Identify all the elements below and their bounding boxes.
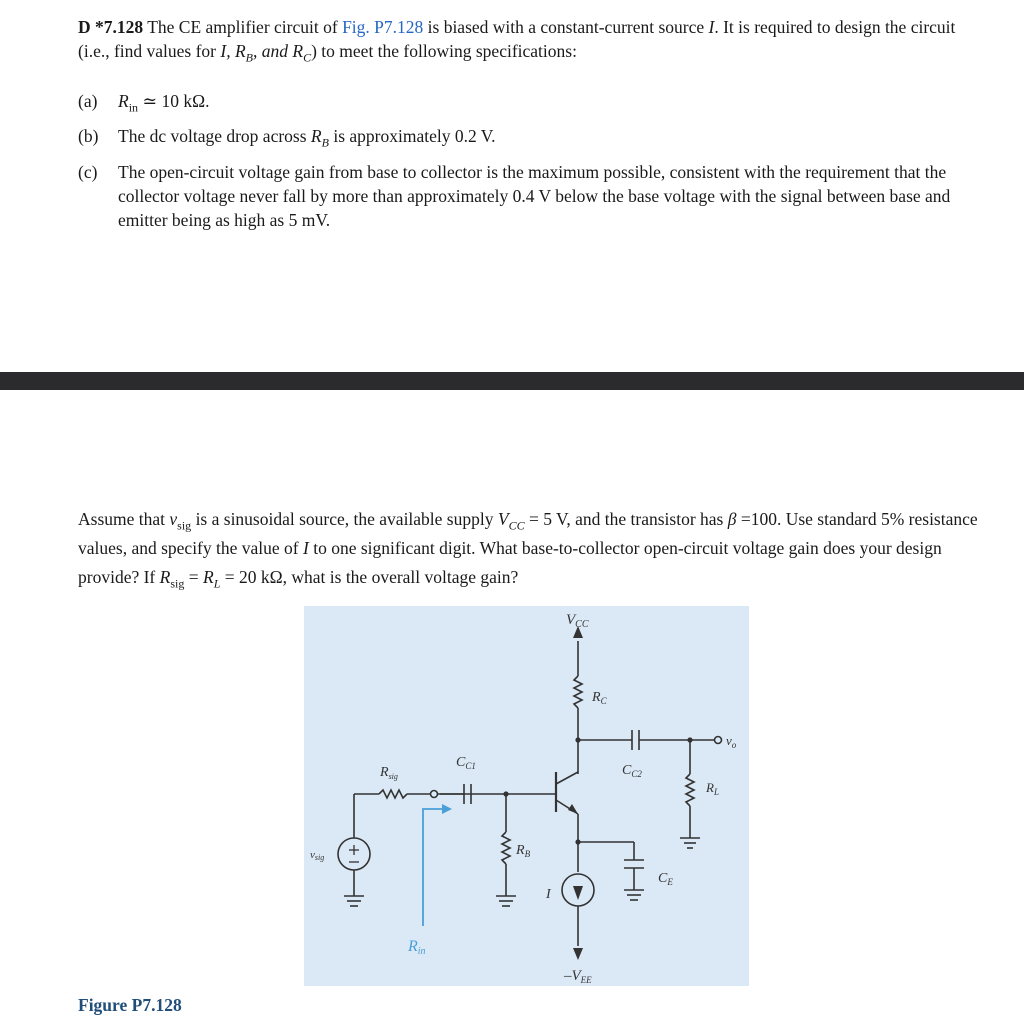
cc2-label: C xyxy=(622,763,632,778)
vsig-label: v xyxy=(310,849,315,861)
rc-resistor xyxy=(574,676,582,708)
svg-text:–VEE xyxy=(563,968,592,985)
circuit-figure xyxy=(304,606,749,986)
vcc-label: V xyxy=(566,612,576,628)
problem-number: D *7.128 xyxy=(78,17,144,37)
assumptions-paragraph: Assume that $v_{sig}$ is a sinusoidal source, the available supply $V_{CC} = 5$ V, and the transistor has β =100. Use standard 5% resistance values, and specify the value of I to one significant digit. What base-to-collector open-circuit voltage gain does your design provide? If $R_{sig} = R_L = 20$ kΩ, what is the overall voltage gain? xyxy=(78,509,978,591)
ce-label: C xyxy=(658,871,668,886)
vee-label-sub: EE xyxy=(580,975,592,985)
rin-label: R xyxy=(408,938,418,955)
rl-label-sub: L xyxy=(713,787,719,797)
cc1-label-sub: C1 xyxy=(465,761,476,771)
svg-text:RC xyxy=(591,690,608,706)
svg-text:RL xyxy=(705,780,719,797)
current-label: I xyxy=(546,887,551,902)
rin-arrow xyxy=(442,804,452,814)
vee-label: –V xyxy=(564,968,581,984)
rb-label-sub: B xyxy=(524,849,531,859)
svg-text:VCC xyxy=(566,612,589,630)
cc2-label-sub: C2 xyxy=(631,769,642,779)
vo-label-sub: o xyxy=(731,740,737,750)
rc-label: R xyxy=(592,690,601,705)
rb-label: R xyxy=(516,843,525,858)
svg-text:CC2 xyxy=(622,763,642,779)
cc1-label: C xyxy=(456,755,466,770)
vee-arrow xyxy=(573,948,583,960)
rsig-resistor xyxy=(379,790,407,798)
svg-text:Rsig xyxy=(379,765,398,781)
rl-label: R xyxy=(706,780,714,795)
current-arrow xyxy=(573,886,583,900)
rl-resistor xyxy=(686,774,694,806)
svg-text:Rin xyxy=(407,938,426,957)
vsig-label-sub: sig xyxy=(314,853,325,862)
rin-label-sub: in xyxy=(417,946,426,957)
svg-text:RB xyxy=(515,843,531,859)
figure-caption: Figure P7.128 xyxy=(78,995,182,1015)
ce-amplifier-schematic xyxy=(304,606,749,986)
section-divider xyxy=(0,372,1024,390)
rb-resistor xyxy=(502,832,510,864)
problem-statement: D *7.128 The CE amplifier circuit of Fig. P7.128 is biased with a constant-current source I. It is required to design the circuit (i.e., find values for I, $R_B$, and $R_C$) to meet the following specifications: xyxy=(78,17,956,65)
vcc-label-sub: CC xyxy=(575,619,589,630)
rsig-label: R xyxy=(380,765,389,780)
svg-text:vsig xyxy=(310,849,324,862)
figure-link[interactable]: Fig. P7.128 xyxy=(342,17,424,37)
vo-label: v xyxy=(726,733,732,748)
rsig-label-sub: sig xyxy=(388,772,398,781)
svg-text:CE xyxy=(658,871,673,887)
svg-text:vo xyxy=(726,733,737,750)
svg-text:CC1 xyxy=(456,755,476,771)
ce-label-sub: E xyxy=(667,877,673,887)
rc-label-sub: C xyxy=(600,696,607,706)
